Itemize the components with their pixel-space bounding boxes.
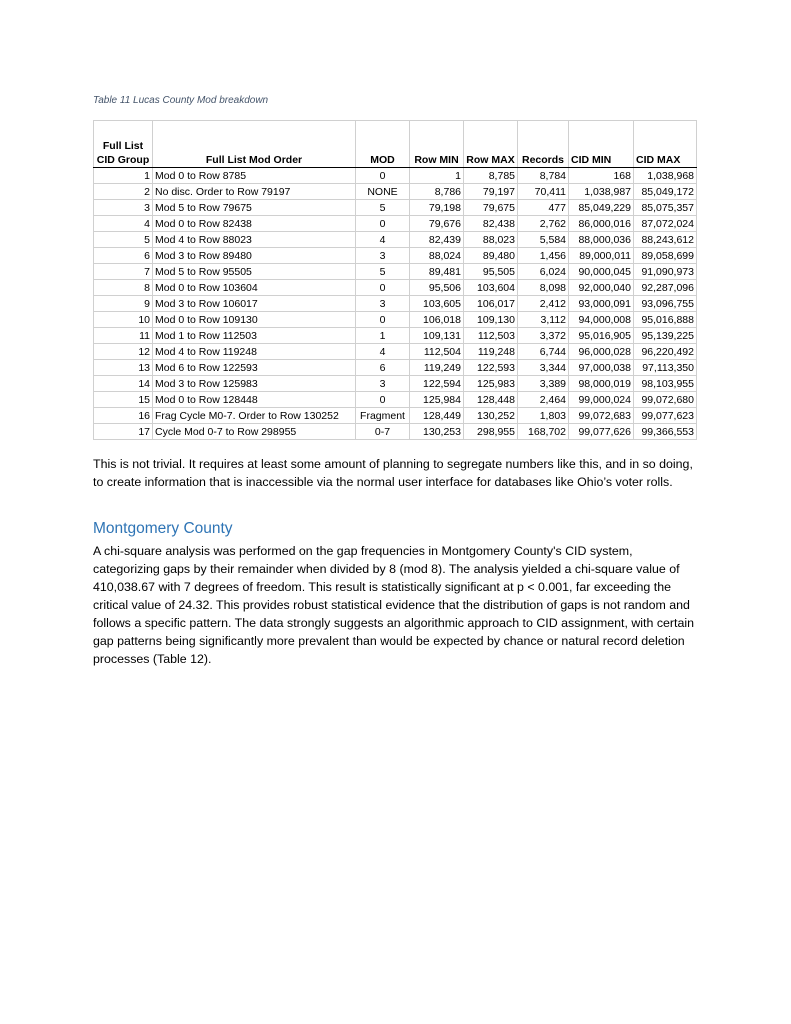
cell-cidmax: 89,058,699 (634, 248, 697, 264)
cell-mod: 6 (356, 360, 410, 376)
table-row (94, 200, 697, 216)
cell-rowmax: 109,130 (464, 312, 518, 328)
cell-mod: 3 (356, 296, 410, 312)
cell-order: Mod 5 to Row 79675 (153, 200, 356, 216)
cell-group: 16 (94, 408, 153, 424)
cell-order: Mod 0 to Row 109130 (153, 312, 356, 328)
cell-order: Mod 0 to Row 128448 (153, 392, 356, 408)
cell-group: 13 (94, 360, 153, 376)
cell-order: Mod 3 to Row 89480 (153, 248, 356, 264)
cell-rowmax: 128,448 (464, 392, 518, 408)
cell-rowmax: 82,438 (464, 216, 518, 232)
cell-order: Mod 3 to Row 125983 (153, 376, 356, 392)
cell-cidmax: 93,096,755 (634, 296, 697, 312)
cell-mod: 0 (356, 216, 410, 232)
table-row (94, 424, 697, 440)
cell-records: 1,456 (518, 248, 569, 264)
cell-order: Cycle Mod 0-7 to Row 298955 (153, 424, 356, 440)
cell-records: 1,803 (518, 408, 569, 424)
cell-rowmin: 89,481 (410, 264, 464, 280)
cell-rowmax: 89,480 (464, 248, 518, 264)
cell-records: 2,464 (518, 392, 569, 408)
cell-records: 8,098 (518, 280, 569, 296)
table-row (94, 264, 697, 280)
cell-rowmax: 79,197 (464, 184, 518, 200)
cell-rowmax: 112,503 (464, 328, 518, 344)
cell-group: 14 (94, 376, 153, 392)
cell-cidmin: 168 (569, 168, 634, 184)
table-row (94, 296, 697, 312)
cell-records: 3,112 (518, 312, 569, 328)
cell-cidmax: 95,139,225 (634, 328, 697, 344)
cell-rowmin: 112,504 (410, 344, 464, 360)
cell-group: 2 (94, 184, 153, 200)
cell-records: 477 (518, 200, 569, 216)
cell-rowmin: 119,249 (410, 360, 464, 376)
cell-records: 168,702 (518, 424, 569, 440)
cell-cidmax: 85,049,172 (634, 184, 697, 200)
cell-cidmax: 91,090,973 (634, 264, 697, 280)
cell-group: 9 (94, 296, 153, 312)
table-row (94, 360, 697, 376)
cell-cidmin: 99,072,683 (569, 408, 634, 424)
cell-records: 3,389 (518, 376, 569, 392)
cell-cidmax: 95,016,888 (634, 312, 697, 328)
table-caption: Table 11 Lucas County Mod breakdown (93, 95, 269, 106)
header-row-min: Row MIN (410, 121, 464, 168)
cell-rowmin: 128,449 (410, 408, 464, 424)
cell-records: 70,411 (518, 184, 569, 200)
cell-mod: 0 (356, 312, 410, 328)
paragraph-montgomery: A chi-square analysis was performed on the gap frequencies in Montgomery County's CID system, categorizing gaps by their remainder when divided by 8 (mod 8). The analysis yielded a chi-square value of 410,038.67 with 7 degrees of freedom. This result is statistically significant at p < 0.001, far exceeding the critical value of 24.32. This provides robust statistical evidence that the distribution of gaps is not random and follows a specific pattern. The data strongly suggests an algorithmic approach to CID assignment, with certain gap patterns being significantly more prevalent than would be expected by chance or natural record deletion processes (Table 12). (93, 544, 695, 666)
header-cid-max: CID MAX (634, 121, 697, 168)
header-cid-min: CID MIN (569, 121, 634, 168)
cell-order: Mod 4 to Row 119248 (153, 344, 356, 360)
cell-mod: 0-7 (356, 424, 410, 440)
cell-records: 6,024 (518, 264, 569, 280)
cell-mod: 4 (356, 232, 410, 248)
cell-rowmin: 122,594 (410, 376, 464, 392)
header-row-max: Row MAX (464, 121, 518, 168)
cell-group: 8 (94, 280, 153, 296)
cell-rowmin: 109,131 (410, 328, 464, 344)
cell-group: 6 (94, 248, 153, 264)
cell-cidmax: 98,103,955 (634, 376, 697, 392)
cell-cidmin: 99,077,626 (569, 424, 634, 440)
paragraph-intro: This is not trivial. It requires at least some amount of planning to segregate numbers like this, and in so doing, to create information that is inaccessible via the normal user interface for databases like Ohio’s voter rolls. (93, 457, 693, 489)
header-cid-group: Full List CID Group (94, 121, 153, 168)
table-row (94, 328, 697, 344)
table-row (94, 248, 697, 264)
cell-mod: 5 (356, 264, 410, 280)
table-row (94, 184, 697, 200)
cell-rowmin: 8,786 (410, 184, 464, 200)
cell-cidmax: 97,113,350 (634, 360, 697, 376)
cell-mod: 0 (356, 168, 410, 184)
cell-order: Mod 0 to Row 103604 (153, 280, 356, 296)
cell-records: 8,784 (518, 168, 569, 184)
cell-rowmax: 298,955 (464, 424, 518, 440)
cell-cidmin: 88,000,036 (569, 232, 634, 248)
cell-cidmin: 85,049,229 (569, 200, 634, 216)
cell-cidmin: 86,000,016 (569, 216, 634, 232)
table-header-row (94, 121, 697, 168)
cell-rowmax: 8,785 (464, 168, 518, 184)
cell-group: 4 (94, 216, 153, 232)
cell-order: No disc. Order to Row 79197 (153, 184, 356, 200)
table-row (94, 392, 697, 408)
section-heading: Montgomery County (93, 520, 233, 537)
cell-order: Mod 5 to Row 95505 (153, 264, 356, 280)
cell-cidmax: 99,072,680 (634, 392, 697, 408)
cell-rowmin: 79,676 (410, 216, 464, 232)
cell-records: 3,372 (518, 328, 569, 344)
table-row (94, 376, 697, 392)
cell-rowmin: 82,439 (410, 232, 464, 248)
cell-cidmin: 95,016,905 (569, 328, 634, 344)
cell-cidmax: 87,072,024 (634, 216, 697, 232)
table-row (94, 280, 697, 296)
cell-cidmax: 1,038,968 (634, 168, 697, 184)
cell-group: 15 (94, 392, 153, 408)
cell-order: Mod 0 to Row 82438 (153, 216, 356, 232)
header-records: Records (518, 121, 569, 168)
header-mod: MOD (356, 121, 410, 168)
cell-group: 17 (94, 424, 153, 440)
cell-cidmin: 1,038,987 (569, 184, 634, 200)
cell-order: Mod 6 to Row 122593 (153, 360, 356, 376)
cell-mod: 3 (356, 376, 410, 392)
table-row (94, 344, 697, 360)
cell-order: Mod 3 to Row 106017 (153, 296, 356, 312)
cell-group: 7 (94, 264, 153, 280)
cell-rowmin: 95,506 (410, 280, 464, 296)
cell-group: 11 (94, 328, 153, 344)
cell-group: 5 (94, 232, 153, 248)
cell-records: 2,762 (518, 216, 569, 232)
cell-rowmin: 125,984 (410, 392, 464, 408)
cell-records: 5,584 (518, 232, 569, 248)
lucas-county-mod-table (93, 120, 697, 440)
cell-rowmax: 122,593 (464, 360, 518, 376)
cell-cidmax: 99,366,553 (634, 424, 697, 440)
cell-cidmin: 93,000,091 (569, 296, 634, 312)
cell-mod: NONE (356, 184, 410, 200)
cell-mod: 0 (356, 392, 410, 408)
cell-rowmin: 103,605 (410, 296, 464, 312)
table-row (94, 408, 697, 424)
cell-group: 1 (94, 168, 153, 184)
cell-cidmax: 85,075,357 (634, 200, 697, 216)
cell-rowmin: 79,198 (410, 200, 464, 216)
cell-group: 10 (94, 312, 153, 328)
cell-records: 3,344 (518, 360, 569, 376)
cell-order: Mod 4 to Row 88023 (153, 232, 356, 248)
cell-group: 3 (94, 200, 153, 216)
cell-rowmax: 95,505 (464, 264, 518, 280)
cell-order: Mod 0 to Row 8785 (153, 168, 356, 184)
cell-mod: 1 (356, 328, 410, 344)
cell-rowmax: 125,983 (464, 376, 518, 392)
table-row (94, 216, 697, 232)
cell-cidmin: 92,000,040 (569, 280, 634, 296)
cell-mod: 5 (356, 200, 410, 216)
cell-rowmax: 119,248 (464, 344, 518, 360)
cell-order: Mod 1 to Row 112503 (153, 328, 356, 344)
cell-cidmax: 99,077,623 (634, 408, 697, 424)
table-row (94, 168, 697, 184)
cell-rowmin: 88,024 (410, 248, 464, 264)
cell-cidmin: 98,000,019 (569, 376, 634, 392)
cell-cidmin: 97,000,038 (569, 360, 634, 376)
cell-group: 12 (94, 344, 153, 360)
cell-rowmin: 106,018 (410, 312, 464, 328)
cell-rowmin: 130,253 (410, 424, 464, 440)
cell-mod: 4 (356, 344, 410, 360)
cell-mod: Fragment (356, 408, 410, 424)
cell-cidmin: 94,000,008 (569, 312, 634, 328)
cell-cidmax: 92,287,096 (634, 280, 697, 296)
cell-rowmax: 88,023 (464, 232, 518, 248)
cell-mod: 0 (356, 280, 410, 296)
cell-mod: 3 (356, 248, 410, 264)
cell-cidmax: 88,243,612 (634, 232, 697, 248)
cell-cidmax: 96,220,492 (634, 344, 697, 360)
cell-order: Frag Cycle M0-7. Order to Row 130252 (153, 408, 356, 424)
cell-cidmin: 96,000,028 (569, 344, 634, 360)
cell-cidmin: 90,000,045 (569, 264, 634, 280)
header-mod-order: Full List Mod Order (153, 121, 356, 168)
table-row (94, 232, 697, 248)
cell-cidmin: 89,000,011 (569, 248, 634, 264)
cell-rowmax: 79,675 (464, 200, 518, 216)
cell-rowmax: 106,017 (464, 296, 518, 312)
cell-cidmin: 99,000,024 (569, 392, 634, 408)
cell-rowmin: 1 (410, 168, 464, 184)
cell-records: 6,744 (518, 344, 569, 360)
cell-rowmax: 130,252 (464, 408, 518, 424)
cell-records: 2,412 (518, 296, 569, 312)
cell-rowmax: 103,604 (464, 280, 518, 296)
table-row (94, 312, 697, 328)
